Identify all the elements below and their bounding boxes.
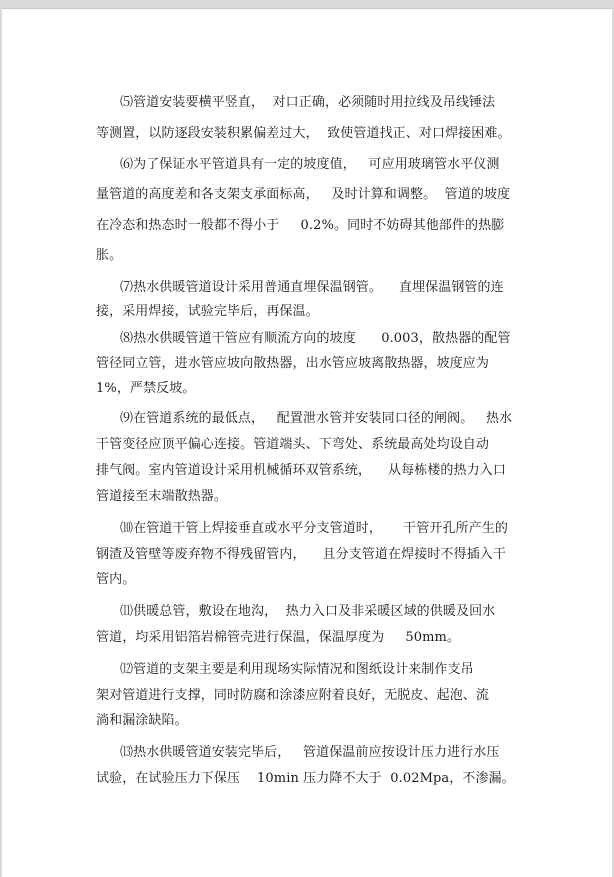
text-line: 干管变径应顶平偏心连接。管道端头、下弯处、系统最高处均设自动 bbox=[96, 437, 490, 452]
text-line: 淌和漏涂缺陷。 bbox=[96, 713, 188, 728]
text-line: ⑸管道安装要横平竖直， 对口正确，必须随时用拉线及吊线锤法 bbox=[120, 95, 496, 110]
text-line: 等测置，以防逐段安装积累偏差过大， 致使管道找正、对口焊接困难。 bbox=[96, 126, 511, 141]
text-line: ⑺热水供暖管道设计采用普通直埋保温钢管。 直埋保温钢管的连 bbox=[120, 280, 504, 295]
document-page bbox=[2, 8, 612, 877]
text-line: 胀。 bbox=[96, 248, 123, 263]
text-line: 量管道的高度差和各支架支承面标高， 及时计算和调整。 管道的坡度 bbox=[96, 187, 511, 202]
text-line: 管内。 bbox=[96, 572, 136, 587]
text-line: 试验，在试验压力下保压 10min 压力降不大于 0.02Mpa，不渗漏。 bbox=[96, 771, 515, 786]
text-line: ⑿管道的支架主要是利用现场实际情况和图纸设计来制作支吊 bbox=[120, 662, 474, 677]
text-line: ⑽在管道干管上焊接垂直或水平分支管道时， 干管开孔所产生的 bbox=[120, 521, 508, 536]
text-line: ⒀热水供暖管道安装完毕后， 管道保温前应按设计压力进行水压 bbox=[120, 745, 500, 760]
text-line: ⑻热水供暖管道干管应有顺流方向的坡度 0.003，散热器的配管 bbox=[120, 331, 511, 346]
text-line: ⑹为了保证水平管道具有一定的坡度值， 可应用玻璃管水平仪测 bbox=[120, 157, 500, 172]
text-line: 在冷态和热态时一般都不得小于 0.2%。同时不妨碍其他部件的热膨 bbox=[96, 218, 505, 233]
text-line: 管径同立管，进水管应坡向散热器，出水管应坡离散热器，坡度应为 bbox=[96, 356, 490, 371]
text-line: 架对管道进行支撑，同时防腐和涂漆应附着良好，无脱皮、起泡、流 bbox=[96, 688, 490, 703]
text-line: ⑼在管道系统的最低点， 配置泄水管并安装同口径的闸阀。 热水 bbox=[120, 411, 513, 426]
text-line: 钢渣及管壁等废弃物不得残留管内， 且分支管道在焊接时不得插入干 bbox=[96, 547, 506, 562]
text-line: ⑾供暖总管，敷设在地沟， 热力入口及非采暖区域的供暖及回水 bbox=[120, 604, 496, 619]
text-line: 管道接至末端散热器。 bbox=[96, 489, 228, 504]
text-line: 1%，严禁反坡。 bbox=[96, 381, 196, 396]
text-line: 排气阀。室内管道设计采用机械循环双管系统， 从每栋楼的热力入口 bbox=[96, 463, 506, 478]
text-line: 接，采用焊接，试验完毕后，再保温。 bbox=[96, 304, 319, 319]
text-line: 管道，均采用铝箔岩棉管壳进行保温，保温厚度为 50mm。 bbox=[96, 630, 461, 645]
